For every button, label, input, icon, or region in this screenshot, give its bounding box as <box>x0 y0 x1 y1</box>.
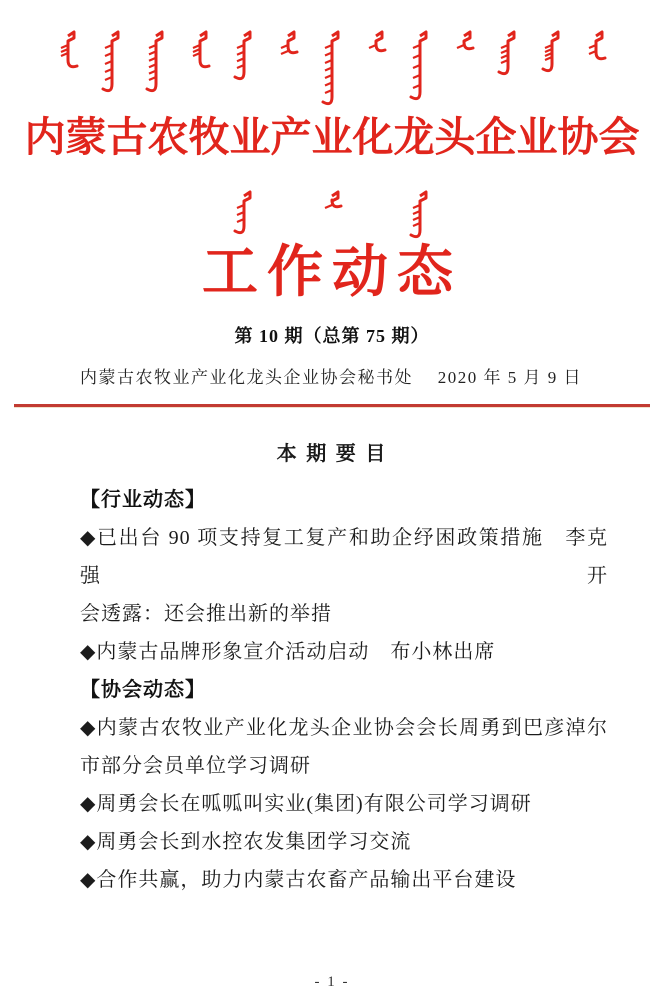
mongolian-word-icon <box>585 30 607 73</box>
publisher-name: 内蒙古农牧业产业化龙头企业协会秘书处 <box>80 368 413 387</box>
mongolian-script-row-middle <box>0 190 664 242</box>
mongolian-word-icon <box>233 190 255 247</box>
mongolian-word-icon <box>497 30 519 88</box>
toc-item-line: ◆周勇会长到水控农发集团学习交流 <box>80 831 412 853</box>
mongolian-word-icon <box>453 30 475 63</box>
publisher-row <box>80 366 582 390</box>
mongolian-word-icon <box>321 190 343 221</box>
publish-date: 2020 年 5 月 9 日 <box>437 368 582 387</box>
red-divider-rule <box>14 404 650 407</box>
section-title-association: 【协会动态】 <box>80 679 206 701</box>
toc-item-line: ◆周勇会长在呱呱叫实业(集团)有限公司学习调研 <box>80 793 532 815</box>
mongolian-word-icon <box>409 30 431 113</box>
mongolian-word-icon <box>365 30 387 65</box>
section-title-industry: 【行业动态】 <box>80 489 206 511</box>
mongolian-word-icon <box>277 30 299 67</box>
association-name-title: 内蒙古农牧业产业化龙头企业协会 <box>24 114 640 160</box>
toc-item-line: 市部分会员单位学习调研 <box>80 755 311 777</box>
mongolian-word-icon <box>57 30 79 81</box>
mongolian-word-icon <box>233 30 255 93</box>
mongolian-word-icon <box>145 30 167 105</box>
page-number: - 1 - <box>314 974 350 990</box>
mongolian-script-row-top <box>0 30 664 110</box>
mongolian-word-icon <box>189 30 211 81</box>
toc-item-line: 会透露：还会推出新的举措 <box>80 603 332 625</box>
toc-item-line: ◆已出台 90 项支持复工复产和助企纾困政策措施 李克强开 <box>80 527 608 587</box>
mongolian-word-icon <box>541 30 563 85</box>
mongolian-word-icon <box>321 30 343 118</box>
toc-item-line: ◆内蒙古品牌形象宣介活动启动 布小林出席 <box>80 641 496 663</box>
toc-item-line: ◆合作共赢，助力内蒙古农畜产品输出平台建设 <box>80 869 517 891</box>
mongolian-word-icon <box>101 30 123 105</box>
toc-list <box>80 481 608 899</box>
bulletin-page <box>0 30 664 990</box>
toc-heading: 本 期 要 目 <box>276 443 388 465</box>
toc-item-line: ◆内蒙古农牧业产业化龙头企业协会会长周勇到巴彦淖尔 <box>80 717 608 739</box>
bulletin-title: 工作动态 <box>202 242 462 304</box>
issue-number: 第 10 期（总第 75 期） <box>234 326 430 346</box>
